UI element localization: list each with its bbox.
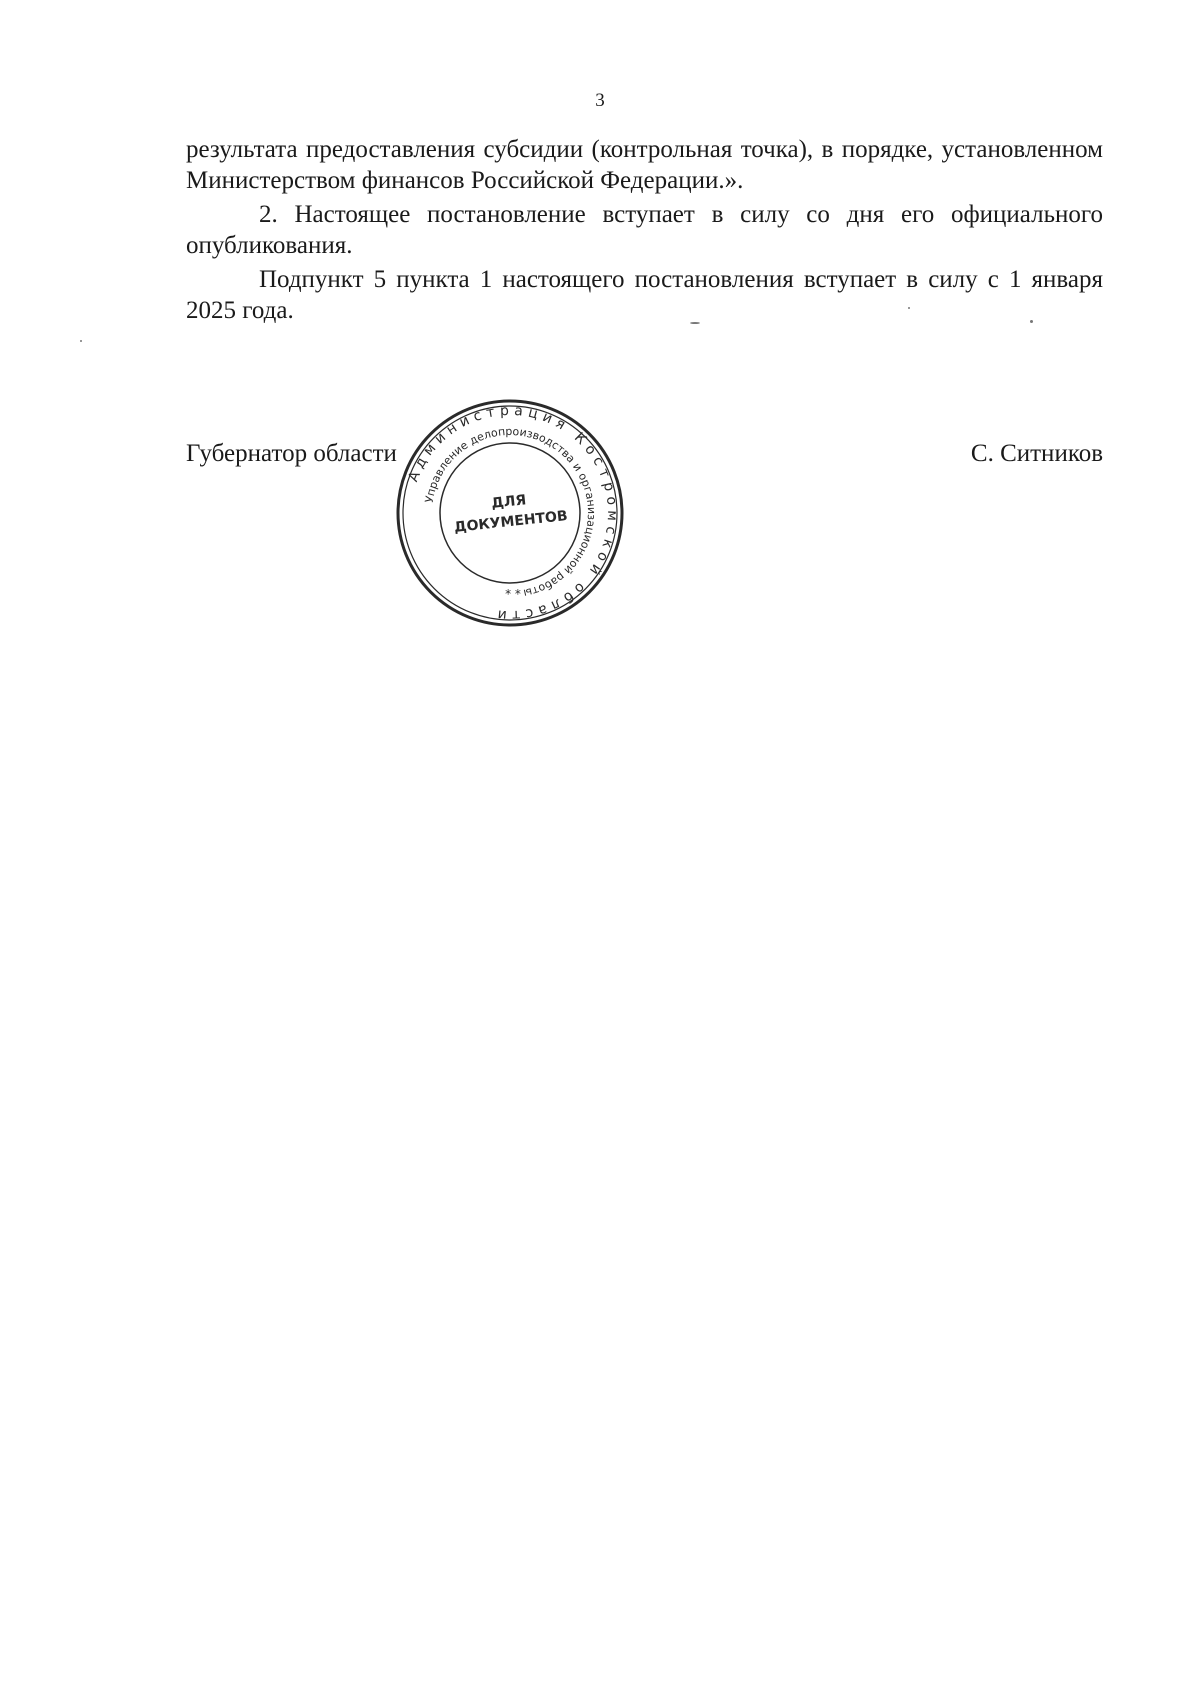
- paragraph-continuation: результата предоставления субсидии (контрольная точка), в порядке, установленном Министерством финансов Российской Федерации.».: [186, 136, 1103, 194]
- scan-speck: [690, 322, 700, 324]
- official-stamp: [395, 398, 625, 628]
- page-number: 3: [595, 90, 605, 111]
- signatory-title: Губернатор области: [186, 440, 397, 467]
- stamp-center-line2: ДОКУМЕНТОВ: [453, 508, 569, 536]
- paragraph-item-2: 2. Настоящее постановление вступает в силу со дня его официального опубликования.: [186, 201, 1103, 259]
- stamp-outer-text: Администрация Костромской области: [405, 402, 621, 624]
- stamp-center-line1: ДЛЯ: [490, 492, 528, 512]
- paragraph-subclause-note: Подпункт 5 пункта 1 настоящего постановления вступает в силу с 1 января 2025 года.: [186, 266, 1103, 324]
- signature-block: [186, 440, 1103, 480]
- scan-speck: [1030, 320, 1033, 323]
- document-body: [186, 134, 1103, 329]
- scan-speck: [80, 340, 82, 342]
- scan-speck: [908, 307, 910, 309]
- stamp-inner-text: Управление делопроизводства и организационной работы: [422, 424, 599, 600]
- stamp-stars: * *: [505, 587, 521, 601]
- signatory-name: С. Ситников: [970, 440, 1103, 467]
